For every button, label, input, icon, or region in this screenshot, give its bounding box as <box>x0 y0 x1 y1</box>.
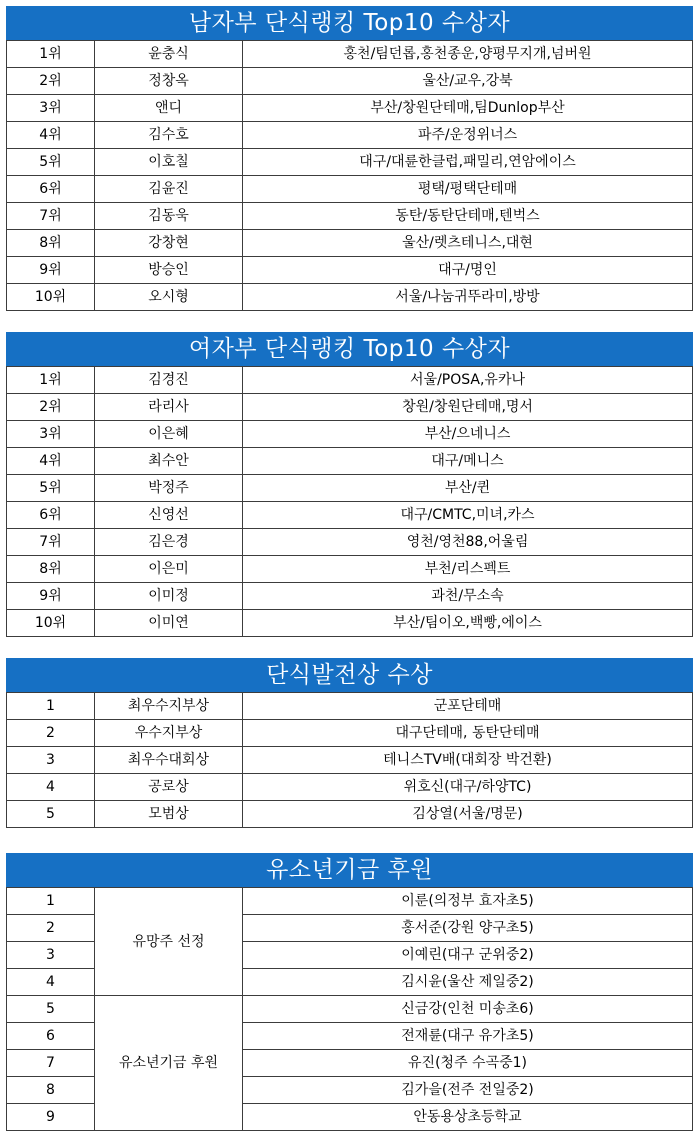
name-cell: 김은경 <box>95 529 243 556</box>
rank-cell: 4위 <box>7 448 95 475</box>
number-cell: 7 <box>7 1050 95 1077</box>
recipient-cell: 이룬(의정부 효자초5) <box>243 888 693 915</box>
award-cell: 모범상 <box>95 801 243 828</box>
group-label-cell: 유망주 선정 <box>95 888 243 996</box>
rank-cell: 7위 <box>7 529 95 556</box>
rank-cell: 6위 <box>7 502 95 529</box>
name-cell: 신영선 <box>95 502 243 529</box>
table-row <box>7 801 693 828</box>
table-row <box>7 203 693 230</box>
recipient-cell: 전재륜(대구 유가초5) <box>243 1023 693 1050</box>
recipient-cell: 이예린(대구 군위중2) <box>243 942 693 969</box>
table-row <box>7 774 693 801</box>
recipient-cell: 대구단테매, 동탄단테매 <box>243 720 693 747</box>
club-cell: 창원/창원단테매,명서 <box>243 394 693 421</box>
table-row <box>7 996 693 1023</box>
club-cell: 대구/메니스 <box>243 448 693 475</box>
group-label-cell: 유소년기금 후원 <box>95 996 243 1131</box>
table-row <box>7 230 693 257</box>
name-cell: 이미정 <box>95 583 243 610</box>
club-cell: 서울/나눔귀뚜라미,방방 <box>243 284 693 311</box>
rank-cell: 10위 <box>7 284 95 311</box>
table-row <box>7 68 693 95</box>
club-cell: 부산/으네니스 <box>243 421 693 448</box>
number-cell: 8 <box>7 1077 95 1104</box>
recipient-cell: 위호신(대구/하양TC) <box>243 774 693 801</box>
number-cell: 2 <box>7 915 95 942</box>
name-cell: 윤충식 <box>95 41 243 68</box>
club-cell: 울산/교우,강북 <box>243 68 693 95</box>
development-awards-table <box>6 658 693 828</box>
rank-cell: 6위 <box>7 176 95 203</box>
table-row <box>7 747 693 774</box>
recipient-cell: 테니스TV배(대회장 박건환) <box>243 747 693 774</box>
rank-cell: 5위 <box>7 149 95 176</box>
rank-cell: 2위 <box>7 394 95 421</box>
womens-singles-title: 여자부 단식랭킹 Top10 수상자 <box>7 333 693 367</box>
recipient-cell: 김가을(전주 전일중2) <box>243 1077 693 1104</box>
number-cell: 1 <box>7 888 95 915</box>
rank-cell: 1위 <box>7 41 95 68</box>
club-cell: 부산/퀸 <box>243 475 693 502</box>
table-row <box>7 149 693 176</box>
rank-cell: 9위 <box>7 257 95 284</box>
table-row <box>7 583 693 610</box>
table-row <box>7 720 693 747</box>
name-cell: 김윤진 <box>95 176 243 203</box>
recipient-cell: 김시윤(울산 제일중2) <box>243 969 693 996</box>
table-row <box>7 888 693 915</box>
name-cell: 최수안 <box>95 448 243 475</box>
club-cell: 부산/창원단테매,팀Dunlop부산 <box>243 95 693 122</box>
rank-cell: 10위 <box>7 610 95 637</box>
number-cell: 3 <box>7 747 95 774</box>
club-cell: 대구/CMTC,미녀,카스 <box>243 502 693 529</box>
club-cell: 영천/영천88,어울림 <box>243 529 693 556</box>
table-row <box>7 529 693 556</box>
number-cell: 3 <box>7 942 95 969</box>
recipient-cell: 홍서준(강원 양구초5) <box>243 915 693 942</box>
recipient-cell: 신금강(인천 미송초6) <box>243 996 693 1023</box>
number-cell: 9 <box>7 1104 95 1131</box>
name-cell: 정창옥 <box>95 68 243 95</box>
table-row <box>7 176 693 203</box>
mens-singles-table <box>6 6 693 311</box>
club-cell: 울산/렛츠테니스,대현 <box>243 230 693 257</box>
mens-singles-title: 남자부 단식랭킹 Top10 수상자 <box>7 7 693 41</box>
number-cell: 5 <box>7 801 95 828</box>
number-cell: 5 <box>7 996 95 1023</box>
name-cell: 방승인 <box>95 257 243 284</box>
number-cell: 1 <box>7 693 95 720</box>
recipient-cell: 유진(청주 수곡중1) <box>243 1050 693 1077</box>
rank-cell: 5위 <box>7 475 95 502</box>
table-row <box>7 421 693 448</box>
table-row <box>7 95 693 122</box>
rank-cell: 8위 <box>7 556 95 583</box>
recipient-cell: 김상열(서울/명문) <box>243 801 693 828</box>
name-cell: 김수호 <box>95 122 243 149</box>
recipient-cell: 군포단테매 <box>243 693 693 720</box>
number-cell: 4 <box>7 774 95 801</box>
name-cell: 라리사 <box>95 394 243 421</box>
table-row <box>7 610 693 637</box>
rank-cell: 9위 <box>7 583 95 610</box>
award-cell: 최우수대회상 <box>95 747 243 774</box>
table-row <box>7 41 693 68</box>
development-awards-title: 단식발전상 수상 <box>7 659 693 693</box>
rank-cell: 2위 <box>7 68 95 95</box>
rank-cell: 8위 <box>7 230 95 257</box>
club-cell: 평택/평택단테매 <box>243 176 693 203</box>
table-row <box>7 122 693 149</box>
number-cell: 2 <box>7 720 95 747</box>
table-row <box>7 257 693 284</box>
name-cell: 이은미 <box>95 556 243 583</box>
table-row <box>7 367 693 394</box>
club-cell: 부산/팀이오,백빵,에이스 <box>243 610 693 637</box>
number-cell: 4 <box>7 969 95 996</box>
womens-singles-table <box>6 332 693 637</box>
name-cell: 이호칠 <box>95 149 243 176</box>
rank-cell: 3위 <box>7 421 95 448</box>
table-row <box>7 502 693 529</box>
recipient-cell: 안동용상초등학교 <box>243 1104 693 1131</box>
name-cell: 박정주 <box>95 475 243 502</box>
club-cell: 과천/무소속 <box>243 583 693 610</box>
name-cell: 김경진 <box>95 367 243 394</box>
club-cell: 동탄/동탄단테매,텐벅스 <box>243 203 693 230</box>
rank-cell: 4위 <box>7 122 95 149</box>
club-cell: 파주/운정위너스 <box>243 122 693 149</box>
club-cell: 대구/대륜한클럽,패밀리,연암에이스 <box>243 149 693 176</box>
name-cell: 앤디 <box>95 95 243 122</box>
table-row <box>7 394 693 421</box>
club-cell: 부천/리스펙트 <box>243 556 693 583</box>
rank-cell: 1위 <box>7 367 95 394</box>
youth-fund-table <box>6 853 693 1131</box>
number-cell: 6 <box>7 1023 95 1050</box>
table-row <box>7 475 693 502</box>
award-cell: 최우수지부상 <box>95 693 243 720</box>
table-row <box>7 284 693 311</box>
award-cell: 우수지부상 <box>95 720 243 747</box>
club-cell: 홍천/팀던롭,홍천종운,양평무지개,넘버원 <box>243 41 693 68</box>
club-cell: 서울/POSA,유카나 <box>243 367 693 394</box>
table-row <box>7 693 693 720</box>
youth-fund-title: 유소년기금 후원 <box>7 854 693 888</box>
table-row <box>7 556 693 583</box>
club-cell: 대구/명인 <box>243 257 693 284</box>
name-cell: 강창현 <box>95 230 243 257</box>
rank-cell: 7위 <box>7 203 95 230</box>
name-cell: 김동욱 <box>95 203 243 230</box>
name-cell: 이미연 <box>95 610 243 637</box>
award-cell: 공로상 <box>95 774 243 801</box>
name-cell: 이은혜 <box>95 421 243 448</box>
name-cell: 오시형 <box>95 284 243 311</box>
rank-cell: 3위 <box>7 95 95 122</box>
table-row <box>7 448 693 475</box>
